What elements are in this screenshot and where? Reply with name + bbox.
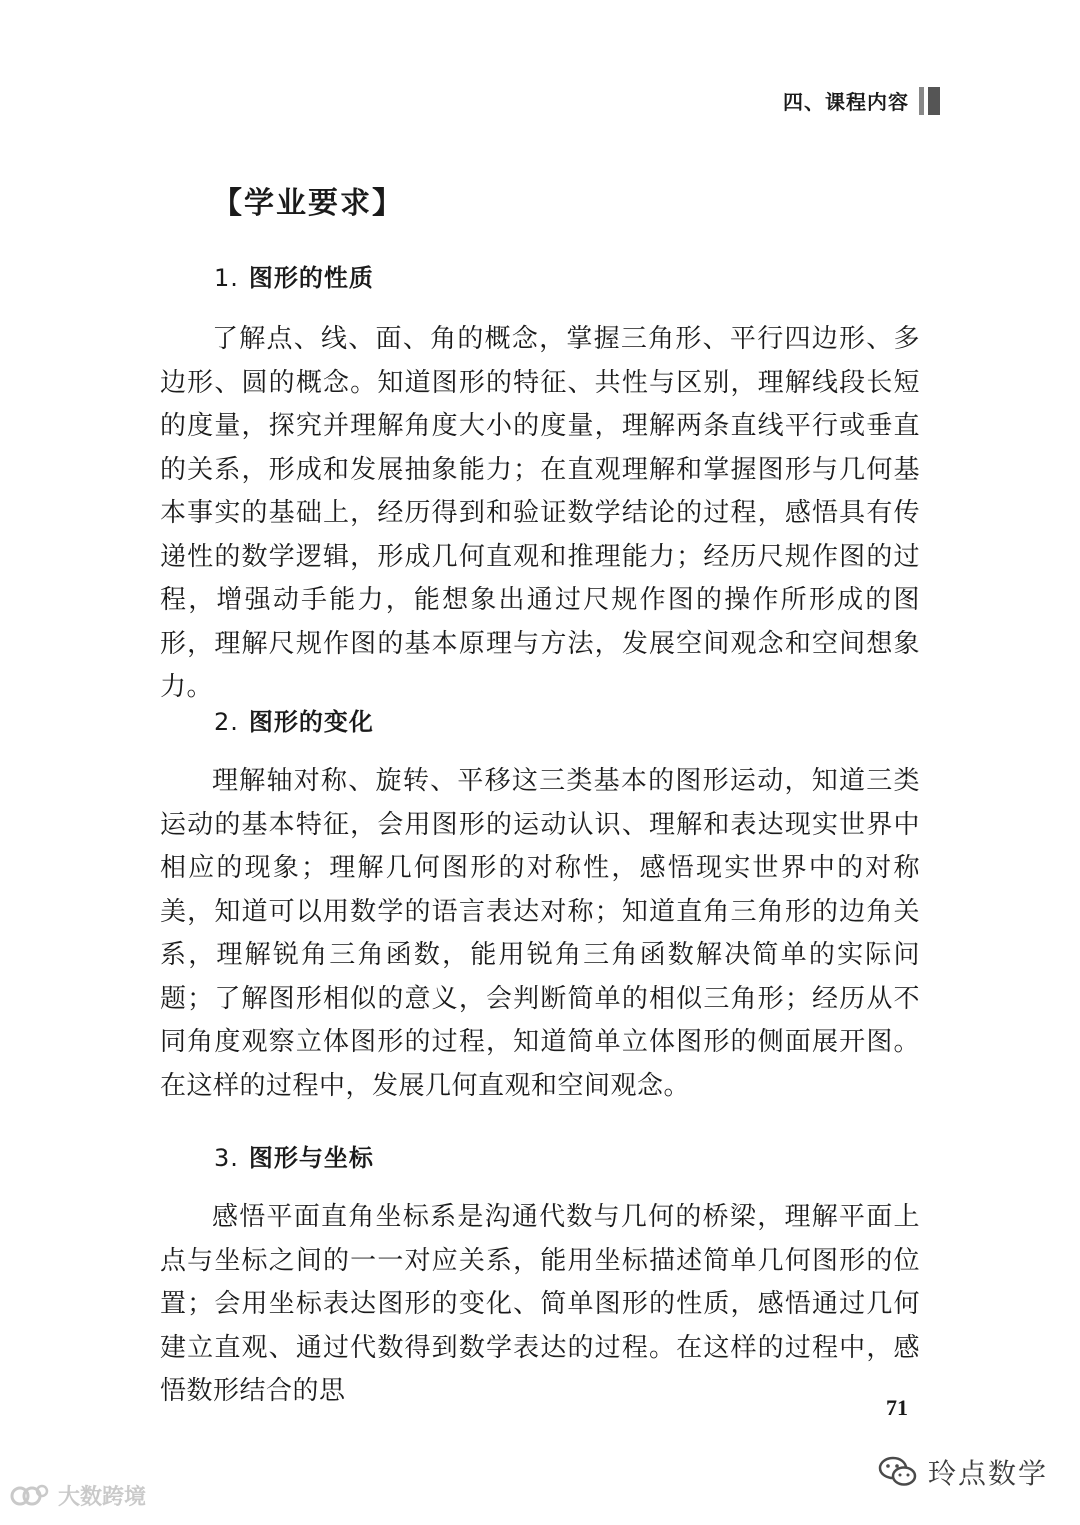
running-header (783, 86, 940, 115)
page-number: 71 (886, 1395, 908, 1420)
subsection-paragraph-2: 理解轴对称、旋转、平移这三类基本的图形运动，知道三类运动的基本特征，会用图形的运动认识、理解和表达现实世界中相应的现象；理解几何图形的对称性，感悟现实世界中的对称美，知道可以用数学的语言表达对称；知道直角三角形的边角关系，理解锐角三角函数，能用锐角三角函数解决简单的实际问题；了解图形相似的意义，会判断简单的相似三角形；经历从不同角度观察立体图形的过程，知道简单立体图形的侧面展开图。在这样的过程中，发展几何直观和空间观念。 (160, 766, 920, 1101)
subsection-paragraph-3: 感悟平面直角坐标系是沟通代数与几何的桥梁，理解平面上点与坐标之间的一一对应关系，能用坐标描述简单几何图形的位置；会用坐标表达图形的变化、简单图形的性质，感悟通过几何建立直观、通过代数得到数学表达的过程。在这样的过程中，感悟数形结合的思 (160, 1202, 920, 1406)
section-title: 【学业要求】 (212, 186, 404, 221)
subsection-heading-2 (214, 702, 374, 737)
watermark-right (878, 1452, 1048, 1492)
source-logo-icon (10, 1481, 50, 1511)
subsection-heading-1 (214, 258, 374, 293)
subsection-title: 图形的变化 (248, 708, 374, 736)
thumb-index-mark (919, 87, 940, 115)
subsection-number: 2. (214, 708, 239, 736)
subsection-title: 图形的性质 (248, 264, 374, 292)
subsection-number: 3. (214, 1144, 239, 1172)
running-header-title: 四、课程内容 (783, 90, 909, 114)
subsection-title: 图形与坐标 (248, 1144, 374, 1172)
subsection-number: 1. (214, 264, 239, 292)
subsection-heading-3 (214, 1138, 374, 1173)
watermark-left (10, 1480, 146, 1511)
watermark-left-text: 大数跨境 (58, 1485, 147, 1510)
watermark-right-text: 玲点数学 (927, 1457, 1048, 1490)
subsection-paragraph-1: 了解点、线、面、角的概念，掌握三角形、平行四边形、多边形、圆的概念。知道图形的特征、共性与区别，理解线段长短的度量，探究并理解角度大小的度量，理解两条直线平行或垂直的关系，形成和发展抽象能力；在直观理解和掌握图形与几何基本事实的基础上，经历得到和验证数学结论的过程，感悟具有传递性的数学逻辑，形成几何直观和推理能力；经历尺规作图的过程，增强动手能力，能想象出通过尺规作图的操作所形成的图形，理解尺规作图的基本原理与方法，发展空间观念和空间想象力。 (160, 324, 920, 702)
wechat-icon (878, 1455, 918, 1489)
